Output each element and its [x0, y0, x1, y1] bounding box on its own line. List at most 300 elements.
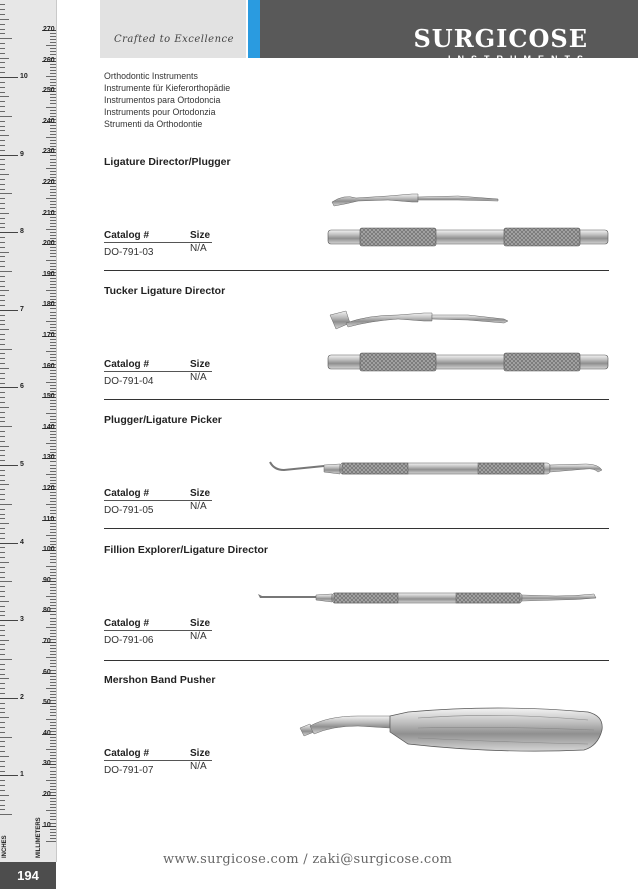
ruler-tick	[0, 358, 5, 359]
ruler-tick	[0, 771, 5, 772]
intro-line: Instrumente für Kieferorthopädie	[104, 83, 231, 93]
ruler-tick	[50, 743, 56, 744]
size-label: Size	[190, 748, 211, 759]
ruler-tick	[50, 526, 56, 527]
ruler-tick	[46, 45, 56, 46]
ruler-tick	[0, 620, 18, 621]
ruler-tick	[50, 728, 56, 729]
ruler-mm-label: 200	[43, 240, 55, 248]
ruler-tick	[0, 126, 5, 127]
product-ligature-director-plugger	[104, 156, 609, 272]
ruler-tick	[50, 538, 56, 539]
ruler-tick	[0, 538, 5, 539]
ruler-tick	[50, 654, 56, 655]
ruler-tick	[50, 446, 56, 447]
ruler-tick	[50, 786, 56, 787]
ruler-tick	[50, 134, 56, 135]
ruler-tick	[50, 284, 56, 285]
ruler-tick	[50, 709, 56, 710]
ruler-tick	[0, 805, 5, 806]
catalog-label: Catalog #	[104, 488, 150, 499]
ruler-mm-label: 20	[43, 791, 51, 798]
ruler-tick	[50, 798, 56, 799]
ruler-tick	[0, 329, 9, 330]
ruler-tick	[0, 412, 5, 413]
ruler-tick	[0, 324, 5, 325]
ruler-tick	[50, 308, 56, 309]
ruler-tick	[50, 605, 56, 606]
ruler-tick	[0, 305, 5, 306]
ruler-tick	[46, 596, 56, 597]
catalog-number: DO-791-05	[104, 505, 154, 516]
ruler-tick	[50, 146, 56, 147]
ruler-tick	[50, 360, 56, 361]
footer-contact: www.surgicose.com / zaki@surgicose.com	[163, 852, 453, 867]
ruler-tick	[0, 77, 18, 78]
ruler-tick	[0, 33, 5, 34]
ruler-tick	[0, 441, 5, 442]
ruler-tick	[50, 813, 56, 814]
ruler-tick	[50, 171, 56, 172]
ruler-tick	[50, 660, 56, 661]
ruler-tick	[0, 242, 5, 243]
ruler-tick	[50, 238, 56, 239]
ruler-tick	[0, 295, 5, 296]
product-plugger-ligature-picker	[104, 414, 609, 530]
ruler-tick	[50, 143, 56, 144]
ruler-tick	[50, 376, 56, 377]
ruler-tick	[0, 72, 5, 73]
size-value: N/A	[190, 761, 207, 772]
ruler-tick	[50, 758, 56, 759]
ruler-tick	[50, 804, 56, 805]
ruler-tick	[50, 740, 56, 741]
ruler-tick	[50, 633, 56, 634]
ruler-tick	[50, 416, 56, 417]
ruler-mm-unit: MILLIMETERS	[36, 817, 42, 858]
ruler-tick	[0, 775, 18, 776]
ruler-tick	[0, 431, 5, 432]
ruler-tick	[50, 318, 56, 319]
ruler-tick	[0, 363, 5, 364]
intro-line: Instruments pour Ortodonzia	[104, 107, 216, 117]
header-banner	[100, 0, 638, 64]
ruler-tick	[50, 752, 56, 753]
catalog-number: DO-791-06	[104, 635, 154, 646]
ruler-tick	[0, 261, 5, 262]
ruler-tick	[46, 168, 56, 169]
ruler-mm-label: 270	[43, 26, 55, 33]
ruler-tick	[50, 354, 56, 355]
ruler-tick	[0, 276, 5, 277]
ruler-tick	[0, 766, 5, 767]
ruler-tick	[0, 426, 12, 427]
product-name: Ligature Director/Plugger	[104, 156, 231, 168]
ruler-tick	[50, 223, 56, 224]
ruler-tick	[0, 203, 5, 204]
ruler-tick	[0, 392, 5, 393]
ruler-tick	[50, 572, 56, 573]
ruler-tick	[0, 533, 5, 534]
ruler-tick	[50, 42, 56, 43]
ruler-tick	[50, 679, 56, 680]
ruler-tick	[50, 409, 56, 410]
ruler-tick	[0, 145, 5, 146]
ruler-tick	[0, 761, 5, 762]
ruler-tick	[0, 741, 5, 742]
ruler-tick	[0, 169, 5, 170]
ruler-inch-label: 10	[20, 73, 28, 80]
ruler-tick	[0, 87, 5, 88]
ruler-tick	[0, 92, 5, 93]
ruler-tick	[0, 567, 5, 568]
ruler-tick	[50, 562, 56, 563]
ruler-tick	[50, 217, 56, 218]
ruler-tick	[50, 373, 56, 374]
ruler-tick	[50, 498, 56, 499]
tagline: Crafted to Excellence	[114, 34, 235, 45]
ruler-tick	[0, 9, 5, 10]
catalog-label: Catalog #	[104, 748, 150, 759]
intro-line: Orthodontic Instruments	[104, 71, 198, 81]
ruler-tick	[0, 514, 5, 515]
ruler-tick	[46, 535, 56, 536]
ruler-inch-label: 6	[20, 383, 24, 391]
category-intro	[104, 70, 230, 130]
size-value: N/A	[190, 243, 207, 254]
ruler-tick	[0, 693, 5, 694]
ruler-tick	[50, 100, 56, 101]
ruler-tick	[50, 250, 56, 251]
ruler-tick	[50, 599, 56, 600]
ruler-tick	[0, 19, 9, 20]
ruler-tick	[50, 281, 56, 282]
ruler-tick	[0, 737, 12, 738]
ruler-tick	[50, 697, 56, 698]
ruler-tick	[0, 708, 5, 709]
ruler-tick	[0, 547, 5, 548]
ruler-tick	[0, 446, 9, 447]
ruler-tick	[50, 529, 56, 530]
ruler-tick	[50, 312, 56, 313]
ruler-tick	[50, 666, 56, 667]
ruler-tick	[0, 543, 18, 544]
ruler-tick	[0, 436, 5, 437]
ruler-tick	[0, 111, 5, 112]
ruler-tick	[50, 838, 56, 839]
ruler-tick	[50, 263, 56, 264]
ruler-tick	[0, 746, 5, 747]
instrument-photo	[298, 702, 610, 756]
ruler-tick	[0, 780, 5, 781]
ruler-tick	[0, 96, 9, 97]
ruler-tick	[46, 107, 56, 108]
ruler-tick	[50, 715, 56, 716]
ruler-tick	[50, 348, 56, 349]
ruler-tick	[0, 756, 9, 757]
ruler-tick	[0, 470, 5, 471]
ruler-tick	[50, 186, 56, 187]
ruler-tick	[50, 220, 56, 221]
ruler-tick	[50, 266, 56, 267]
ruler-tick	[46, 688, 56, 689]
catalog-number: DO-791-03	[104, 247, 154, 258]
ruler-tick	[46, 780, 56, 781]
ruler-inch-label: 2	[20, 693, 24, 701]
ruler-tick	[50, 419, 56, 420]
ruler-tick	[50, 324, 56, 325]
measurement-ruler	[0, 0, 57, 862]
ruler-tick	[0, 159, 5, 160]
ruler-tick	[50, 207, 56, 208]
ruler-tick	[0, 218, 5, 219]
ruler-tick	[0, 644, 5, 645]
ruler-tick	[0, 465, 18, 466]
ruler-tick	[50, 54, 56, 55]
ruler-tick	[50, 618, 56, 619]
ruler-tick	[0, 625, 5, 626]
ruler-mm-label: 140	[43, 423, 55, 431]
ruler-inch-label: 5	[20, 461, 24, 468]
ruler-tick	[50, 103, 56, 104]
ruler-tick	[0, 450, 5, 451]
ruler-tick	[0, 4, 5, 5]
ruler-tick	[0, 344, 5, 345]
ruler-tick	[0, 237, 5, 238]
ruler-tick	[50, 247, 56, 248]
ruler-mm-label: 90	[43, 576, 51, 584]
ruler-tick	[50, 676, 56, 677]
ruler-tick	[0, 635, 5, 636]
ruler-tick	[50, 645, 56, 646]
ruler-tick	[50, 556, 56, 557]
ruler-tick	[0, 198, 5, 199]
instrument-photo	[268, 460, 608, 486]
ruler-tick	[50, 385, 56, 386]
ruler-mm-label: 120	[43, 485, 55, 492]
ruler-mm-label: 250	[43, 87, 55, 95]
ruler-tick	[0, 252, 9, 253]
ruler-tick	[0, 814, 12, 815]
size-value: N/A	[190, 372, 207, 383]
ruler-tick	[0, 664, 5, 665]
ruler-tick	[50, 755, 56, 756]
ruler-tick	[0, 48, 5, 49]
header-light-panel	[100, 0, 246, 58]
ruler-tick	[0, 494, 5, 495]
ruler-tick	[0, 586, 5, 587]
ruler-tick	[0, 727, 5, 728]
ruler-tick	[50, 97, 56, 98]
ruler-tick	[0, 286, 5, 287]
ruler-tick	[0, 523, 9, 524]
ruler-tick	[46, 504, 56, 505]
size-label: Size	[190, 359, 211, 370]
ruler-tick	[50, 774, 56, 775]
ruler-tick	[50, 159, 56, 160]
ruler-tick	[0, 800, 5, 801]
brand-subtitle: INSTRUMENTS	[448, 54, 590, 64]
ruler-mm-label: 50	[43, 699, 51, 707]
catalog-number: DO-791-04	[104, 376, 154, 387]
ruler-tick	[50, 559, 56, 560]
ruler-tick	[50, 593, 56, 594]
ruler-tick	[50, 648, 56, 649]
ruler-tick	[50, 437, 56, 438]
ruler-inch-label: 1	[20, 771, 24, 779]
product-tucker-ligature-director	[104, 285, 609, 401]
ruler-tick	[0, 266, 5, 267]
ruler-tick	[0, 106, 5, 107]
ruler-tick	[50, 116, 56, 117]
ruler-tick	[46, 810, 56, 811]
ruler-tick	[50, 440, 56, 441]
ruler-tick	[50, 253, 56, 254]
ruler-tick	[46, 198, 56, 199]
ruler-tick	[50, 575, 56, 576]
ruler-tick	[50, 602, 56, 603]
ruler-tick	[0, 421, 5, 422]
ruler-tick	[0, 683, 5, 684]
ruler-tick	[50, 722, 56, 723]
ruler-tick	[0, 606, 5, 607]
ruler-tick	[50, 269, 56, 270]
ruler-tick	[0, 703, 5, 704]
ruler-tick	[0, 562, 9, 563]
ruler-tick	[0, 164, 5, 165]
ruler-tick	[0, 387, 18, 388]
ruler-tick	[0, 121, 5, 122]
ruler-mm-label: 170	[43, 332, 55, 339]
ruler-tick	[50, 201, 56, 202]
ruler-tick	[50, 829, 56, 830]
ruler-tick	[50, 471, 56, 472]
ruler-tick	[0, 751, 5, 752]
ruler-tick	[50, 128, 56, 129]
ruler-tick	[50, 706, 56, 707]
ruler-tick	[50, 513, 56, 514]
ruler-tick	[0, 339, 5, 340]
ruler-tick	[0, 247, 5, 248]
ruler-tick	[0, 489, 5, 490]
ruler-tick	[50, 783, 56, 784]
ruler-tick	[0, 29, 5, 30]
section-divider	[104, 270, 609, 271]
ruler-mm-label: 60	[43, 668, 51, 676]
ruler-tick	[50, 691, 56, 692]
ruler-tick	[0, 484, 9, 485]
ruler-tick	[0, 455, 5, 456]
ruler-tick	[50, 192, 56, 193]
ruler-mm-label: 40	[43, 729, 51, 737]
size-value: N/A	[190, 501, 207, 512]
ruler-tick	[0, 717, 9, 718]
ruler-tick	[50, 492, 56, 493]
ruler-tick	[50, 406, 56, 407]
ruler-tick	[50, 431, 56, 432]
ruler-tick	[0, 499, 5, 500]
ruler-mm-label: 180	[43, 301, 55, 309]
ruler-tick	[0, 615, 5, 616]
ruler-tick	[0, 809, 5, 810]
ruler-tick	[0, 334, 5, 335]
ruler-tick	[0, 82, 5, 83]
ruler-tick	[50, 587, 56, 588]
product-name: Tucker Ligature Director	[104, 285, 226, 297]
ruler-tick	[0, 383, 5, 384]
ruler-tick	[50, 287, 56, 288]
ruler-tick	[0, 596, 5, 597]
ruler-tick	[0, 130, 5, 131]
ruler-tick	[0, 315, 5, 316]
ruler-tick	[50, 278, 56, 279]
intro-line: Instrumentos para Ortodoncia	[104, 95, 221, 105]
ruler-mm-label: 160	[43, 362, 55, 370]
ruler-tick	[50, 682, 56, 683]
ruler-tick	[50, 370, 56, 371]
ruler-tick	[0, 174, 9, 175]
ruler-tick	[46, 749, 56, 750]
ruler-inch-label: 7	[20, 305, 24, 313]
ruler-tick	[50, 357, 56, 358]
catalog-number: DO-791-07	[104, 765, 154, 776]
ruler-tick	[0, 397, 5, 398]
ruler-tick	[50, 630, 56, 631]
ruler-tick	[0, 223, 5, 224]
ruler-tick	[0, 281, 5, 282]
ruler-tick	[50, 296, 56, 297]
section-divider	[104, 660, 609, 661]
ruler-tick	[0, 67, 5, 68]
ruler-tick	[50, 67, 56, 68]
product-name: Mershon Band Pusher	[104, 674, 216, 686]
ruler-tick	[50, 541, 56, 542]
ruler-tick	[50, 777, 56, 778]
ruler-tick	[50, 523, 56, 524]
ruler-tick	[0, 179, 5, 180]
ruler-tick	[0, 572, 5, 573]
ruler-tick	[50, 232, 56, 233]
product-name: Plugger/Ligature Picker	[104, 414, 222, 426]
catalog-label: Catalog #	[104, 359, 150, 370]
ruler-tick	[50, 835, 56, 836]
ruler-tick	[0, 349, 12, 350]
page-number: 194	[0, 862, 56, 889]
ruler-tick	[50, 532, 56, 533]
ruler-mm-label: 150	[43, 393, 55, 401]
ruler-tick	[0, 698, 18, 699]
ruler-tick	[0, 140, 5, 141]
ruler-tick	[50, 614, 56, 615]
ruler-tick	[50, 807, 56, 808]
ruler-tick	[50, 79, 56, 80]
ruler-tick	[50, 64, 56, 65]
ruler-tick	[50, 195, 56, 196]
ruler-mm-label: 10	[43, 821, 51, 829]
ruler-tick	[50, 131, 56, 132]
ruler-tick	[0, 227, 5, 228]
catalog-label: Catalog #	[104, 618, 150, 629]
ruler-tick	[0, 552, 5, 553]
ruler-tick	[50, 379, 56, 380]
ruler-tick	[0, 184, 5, 185]
ruler-tick	[0, 475, 5, 476]
ruler-tick	[46, 351, 56, 352]
ruler-tick	[0, 150, 5, 151]
ruler-tick	[0, 135, 9, 136]
ruler-tick	[50, 177, 56, 178]
ruler-tick	[50, 449, 56, 450]
